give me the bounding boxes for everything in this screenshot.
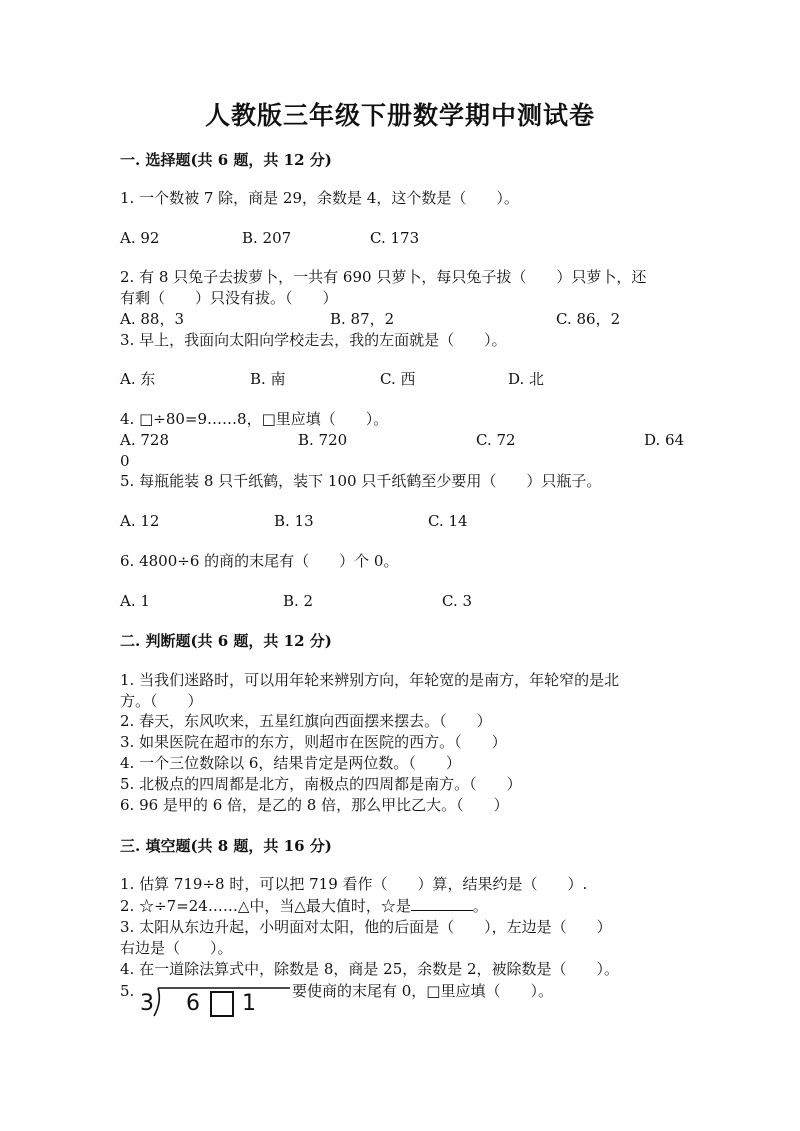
choice-q3-option-b: B. 南 bbox=[250, 370, 286, 388]
choice-q3-option-c: C. 西 bbox=[380, 370, 416, 388]
judge-q6: 6. 96 是甲的 6 倍，是乙的 8 倍，那么甲比乙大。（ ） bbox=[120, 796, 509, 814]
fill-q1: 1. 估算 719÷8 时，可以把 719 看作（ ）算，结果约是（ ）. bbox=[120, 875, 588, 893]
choice-q1-option-b: B. 207 bbox=[242, 229, 292, 247]
fill-q2 bbox=[120, 896, 488, 916]
choice-q4-option-d-wrap: 0 bbox=[120, 452, 130, 470]
choice-q2-option-a: A. 88，3 bbox=[120, 310, 184, 328]
choice-q1: 1. 一个数被 7 除，商是 29，余数是 4，这个数是（ ）。 bbox=[120, 189, 519, 207]
choice-q2-line2: 有剩（ ）只没有拔。（ ） bbox=[120, 289, 338, 307]
choice-q1-option-a: A. 92 bbox=[120, 229, 160, 247]
judge-q5: 5. 北极点的四周都是北方，南极点的四周都是南方。（ ） bbox=[120, 775, 522, 793]
fill-q4: 4. 在一道除法算式中，除数是 8，商是 25，余数是 2，被除数是（ ）。 bbox=[120, 960, 620, 978]
choice-q5: 5. 每瓶能装 8 只千纸鹤，装下 100 只千纸鹤至少要用（ ）只瓶子。 bbox=[120, 472, 602, 490]
fill-q3-line1: 3. 太阳从东边升起，小明面对太阳，他的后面是（ ），左边是（ ） bbox=[120, 918, 612, 936]
choice-q5-option-b: B. 13 bbox=[274, 512, 314, 530]
long-division-figure bbox=[138, 984, 290, 1020]
section-heading-fill: 三. 填空题(共 8 题，共 16 分) bbox=[120, 837, 332, 855]
section-heading-choice: 一. 选择题(共 6 题，共 12 分) bbox=[120, 151, 332, 169]
judge-q4: 4. 一个三位数除以 6，结果肯定是两位数。（ ） bbox=[120, 754, 461, 772]
choice-q4-option-d: D. 64 bbox=[644, 431, 685, 449]
choice-q6: 6. 4800÷6 的商的末尾有（ ）个 0。 bbox=[120, 552, 399, 570]
choice-q2-line1: 2. 有 8 只兔子去拔萝卜，一共有 690 只萝卜，每只兔子拔（ ）只萝卜，还 bbox=[120, 268, 647, 286]
section-heading-judge: 二. 判断题(共 6 题，共 12 分) bbox=[120, 632, 332, 650]
fill-q5-number: 5. bbox=[120, 982, 135, 1000]
choice-q6-option-b: B. 2 bbox=[283, 592, 314, 610]
judge-q1-line1: 1. 当我们迷路时，可以用年轮来辨别方向，年轮宽的是南方，年轮窄的是北 bbox=[120, 671, 620, 689]
choice-q6-option-a: A. 1 bbox=[120, 592, 150, 610]
judge-q3: 3. 如果医院在超市的东方，则超市在医院的西方。（ ） bbox=[120, 733, 507, 751]
page-title: 人教版三年级下册数学期中测试卷 bbox=[204, 101, 595, 130]
judge-q1-line2: 方。（ ） bbox=[120, 692, 203, 710]
judge-q2: 2. 春天，东风吹来，五星红旗向西面摆来摆去。（ ） bbox=[120, 712, 492, 730]
choice-q4: 4. □÷80=9……8，□里应填（ ）。 bbox=[120, 410, 389, 428]
fill-q2-text: 2. ☆÷7=24……△中，当△最大值时，☆是 bbox=[120, 897, 411, 915]
choice-q4-option-b: B. 720 bbox=[298, 431, 348, 449]
fill-q2-end: 。 bbox=[472, 897, 488, 915]
dividend-digit-1: 6 bbox=[186, 991, 200, 1016]
choice-q3-option-a: A. 东 bbox=[120, 370, 156, 388]
choice-q2-option-b: B. 87，2 bbox=[330, 310, 395, 328]
choice-q5-option-c: C. 14 bbox=[428, 512, 468, 530]
fill-q3-line2: 右边是（ ）。 bbox=[120, 939, 233, 957]
divisor-digit: 3 bbox=[140, 991, 154, 1016]
choice-q5-option-a: A. 12 bbox=[120, 512, 160, 530]
choice-q1-option-c: C. 173 bbox=[370, 229, 420, 247]
choice-q4-option-a: A. 728 bbox=[120, 431, 169, 449]
fill-q2-blank bbox=[411, 896, 473, 911]
dividend-blank-box bbox=[210, 991, 234, 1017]
fill-q5-text: 要使商的末尾有 0，□里应填（ ）。 bbox=[292, 982, 553, 1000]
choice-q6-option-c: C. 3 bbox=[442, 592, 473, 610]
choice-q3-option-d: D. 北 bbox=[508, 370, 545, 388]
choice-q4-option-c: C. 72 bbox=[476, 431, 516, 449]
dividend-digit-3: 1 bbox=[242, 991, 256, 1016]
choice-q2-option-c: C. 86，2 bbox=[556, 310, 621, 328]
choice-q3: 3. 早上，我面向太阳向学校走去，我的左面就是（ ）。 bbox=[120, 331, 507, 349]
